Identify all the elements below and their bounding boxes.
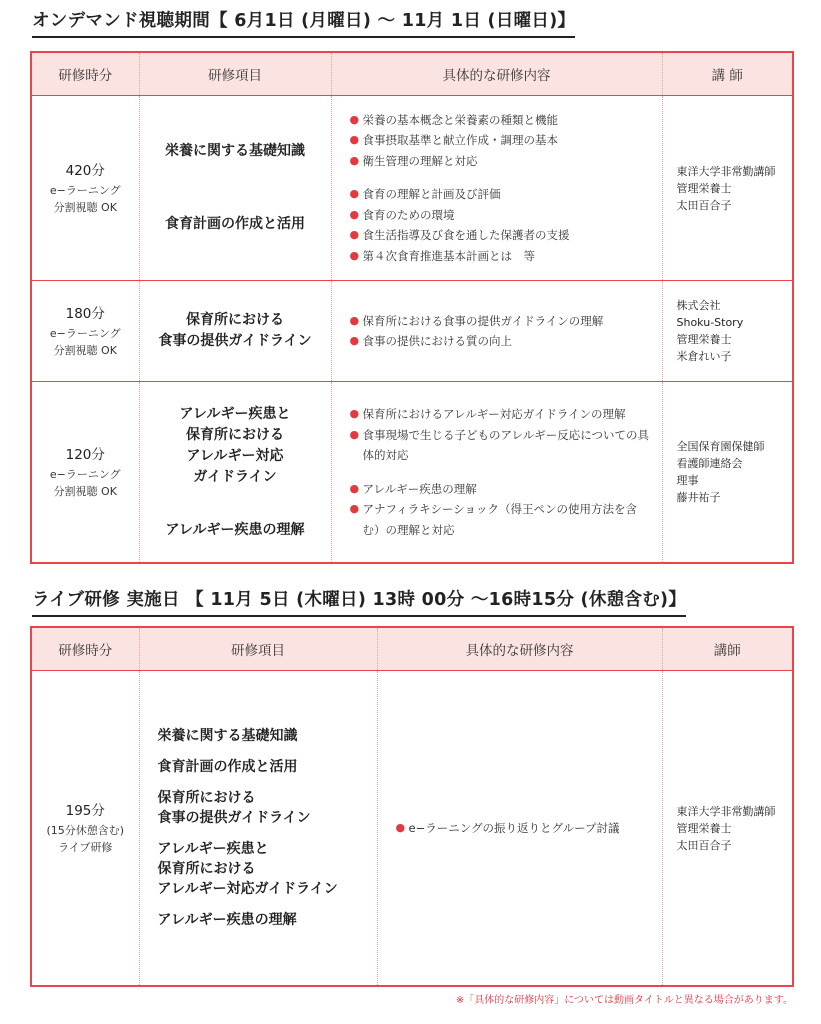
- table-row: [31, 281, 793, 382]
- topic-title: 保育所における: [186, 426, 284, 443]
- teacher-affiliation: 全国保育園保健師: [676, 440, 765, 453]
- time-cell: [31, 281, 139, 382]
- list-item: ● アレルギー疾患の理解: [350, 479, 650, 500]
- list-item: ● 保育所における食事の提供ガイドラインの理解: [350, 311, 650, 332]
- teacher-cell: [662, 96, 793, 281]
- column-header-content: 具体的な研修内容: [377, 627, 662, 671]
- delivery-mode: e−ラーニング: [49, 184, 121, 197]
- break-note: (15分休憩含む): [46, 824, 125, 837]
- duration: 180分: [65, 306, 105, 322]
- teacher-affiliation: 看護師連絡会: [676, 457, 743, 470]
- column-header-teacher: 講 師: [662, 52, 793, 96]
- live-schedule-table: [30, 626, 794, 987]
- item-cell: [139, 96, 331, 281]
- duration: 420分: [65, 163, 105, 179]
- list-item: ● アナフィラキシーショック（得王ペンの使用方法を含む）の理解と対応: [350, 499, 650, 540]
- topic-title: [158, 788, 377, 828]
- topic-line: 食育計画の作成と活用: [157, 759, 298, 775]
- teacher-affiliation: 東洋大学非常勤講師: [676, 164, 776, 178]
- topic-line: 保育所における: [157, 790, 256, 806]
- time-cell: [31, 96, 139, 281]
- footnote: ※「具体的な研修内容」については動画タイトルと異なる場合があります。: [455, 995, 793, 1006]
- list-item: ● 食事現場で生じる子どものアレルギー反応についての具体的対応: [350, 425, 650, 466]
- delivery-mode: ライブ研修: [58, 841, 113, 854]
- list-item: ● 食事の提供における質の向上: [350, 331, 650, 352]
- content-list: [350, 184, 650, 266]
- list-item: ● e−ラーニングの振り返りとグループ討議: [396, 818, 650, 839]
- topic-title: アレルギー疾患の理解: [165, 521, 305, 538]
- item-cell: [139, 281, 331, 382]
- content-cell: [377, 671, 662, 987]
- content-list: [350, 479, 650, 541]
- teacher-cell: [662, 382, 793, 564]
- delivery-mode: e−ラーニング: [49, 327, 121, 340]
- teacher-title: 管理栄養士: [676, 181, 732, 195]
- list-item: ● 第４次食育推進基本計画とは 等: [350, 246, 650, 267]
- table-header-row: [31, 627, 793, 671]
- item-cell: [139, 671, 377, 987]
- content-list: [350, 404, 650, 466]
- ondemand-section-title: オンデマンド視聴期間【 6月1日 (月曜日) ～ 11月 1日 (日曜日)】: [32, 9, 575, 36]
- topic-title: [158, 726, 377, 746]
- split-note: 分割視聴 OK: [53, 344, 117, 357]
- list-item: ● 食育のための環境: [350, 205, 650, 226]
- topic-title: 栄養に関する基礎知識: [165, 143, 305, 159]
- column-header-content: 具体的な研修内容: [331, 52, 662, 96]
- time-cell: [31, 382, 139, 564]
- teacher-affiliation: 株式会社: [676, 299, 721, 312]
- teacher-affiliation: 東洋大学非常勤講師: [676, 804, 776, 818]
- column-header-teacher: 講師: [662, 627, 793, 671]
- live-section-title: ライブ研修 実施日 【 11月 5日 (木曜日) 13時 00分 ～16時15分 (休憩含む)】: [32, 588, 686, 615]
- topic-line: アレルギー疾患と: [157, 841, 269, 857]
- teacher-title: 管理栄養士: [676, 333, 732, 346]
- topic-line: アレルギー疾患の理解: [157, 912, 297, 928]
- topic-title: ガイドライン: [193, 468, 277, 485]
- table-row: [31, 96, 793, 281]
- list-item: ● 食育の理解と計画及び評価: [350, 184, 650, 205]
- split-note: 分割視聴 OK: [53, 485, 117, 498]
- list-item: ● 保育所におけるアレルギー対応ガイドラインの理解: [350, 404, 650, 425]
- topic-title: 食事の提供ガイドライン: [158, 333, 312, 349]
- ondemand-schedule-table: [30, 51, 794, 564]
- item-cell: [139, 382, 331, 564]
- teacher-title: 理事: [676, 474, 699, 487]
- topic-title: [158, 839, 377, 899]
- topic-line: 食事の提供ガイドライン: [157, 810, 311, 826]
- content-cell: [331, 281, 662, 382]
- duration: 195分: [65, 803, 105, 819]
- table-header-row: [31, 52, 793, 96]
- topic-title: アレルギー対応: [186, 447, 284, 464]
- teacher-name: 太田百合子: [676, 198, 732, 212]
- column-header-time: 研修時分: [31, 52, 139, 96]
- duration: 120分: [65, 447, 105, 463]
- table-row: [31, 382, 793, 564]
- content-list: [350, 311, 650, 352]
- list-item: ● 食事摂取基準と献立作成・調理の基本: [350, 130, 650, 151]
- teacher-name: 藤井祐子: [676, 491, 721, 504]
- topic-title: アレルギー疾患と: [179, 405, 291, 422]
- list-item: ● 衛生管理の理解と対応: [350, 151, 650, 172]
- column-header-time: 研修時分: [31, 627, 139, 671]
- column-header-item: 研修項目: [139, 52, 331, 96]
- topic-line: アレルギー対応ガイドライン: [157, 881, 338, 897]
- topic-title: 保育所における: [186, 312, 284, 328]
- content-cell: [331, 96, 662, 281]
- list-item: ● 食生活指導及び食を通した保護者の支援: [350, 225, 650, 246]
- teacher-cell: [662, 671, 793, 987]
- teacher-title: 管理栄養士: [676, 821, 732, 835]
- topic-title: 食育計画の作成と活用: [165, 216, 305, 232]
- split-note: 分割視聴 OK: [53, 201, 117, 214]
- teacher-cell: [662, 281, 793, 382]
- time-cell: [31, 671, 139, 987]
- topic-line: 保育所における: [157, 861, 256, 877]
- content-list: [396, 818, 650, 839]
- content-list: [350, 110, 650, 172]
- delivery-mode: e−ラーニング: [49, 468, 121, 481]
- table-row: [31, 671, 793, 987]
- content-cell: [331, 382, 662, 564]
- topic-title: [158, 757, 377, 777]
- teacher-name: 米倉れい子: [676, 350, 732, 363]
- topic-title: [158, 910, 377, 930]
- list-item: ● 栄養の基本概念と栄養素の種類と機能: [350, 110, 650, 131]
- topic-line: 栄養に関する基礎知識: [157, 728, 298, 744]
- teacher-name: 太田百合子: [676, 838, 732, 852]
- column-header-item: 研修項目: [139, 627, 377, 671]
- teacher-affiliation: Shoku-Story: [676, 316, 744, 329]
